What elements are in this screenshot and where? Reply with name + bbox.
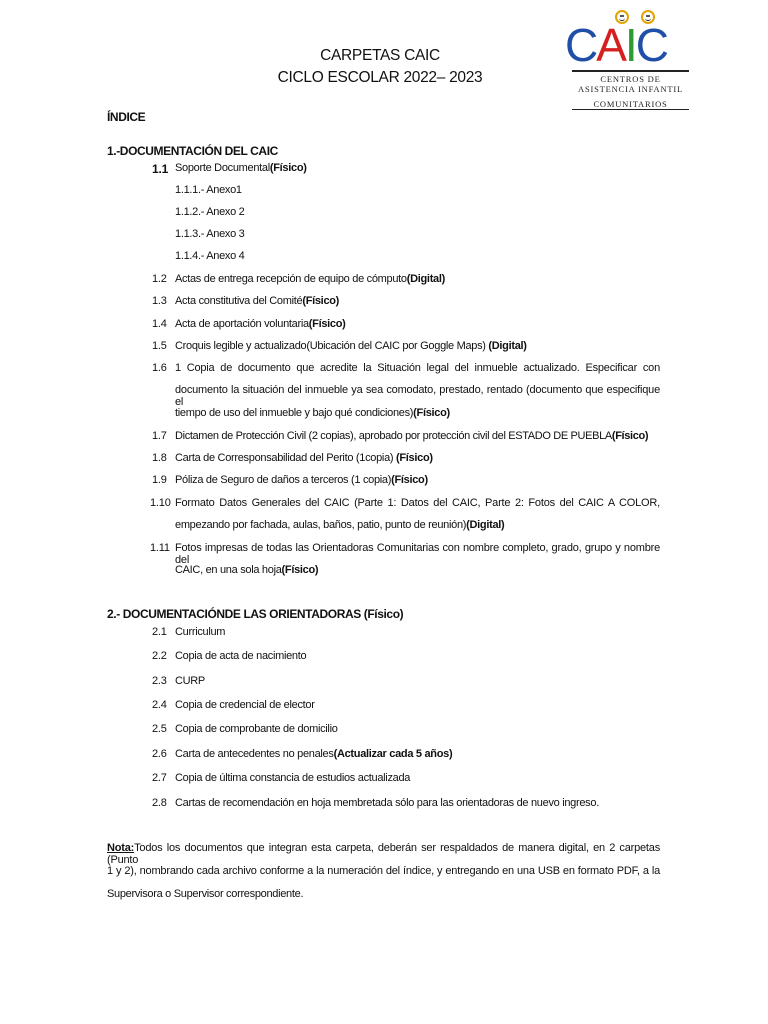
logo-letter-i: I xyxy=(624,19,636,71)
list-item: Carta de antecedentes no penales(Actualizar cada 5 años) xyxy=(175,748,453,760)
item-number: 1.10 xyxy=(150,497,171,509)
item-number: 1.11 xyxy=(150,542,170,554)
item-number: 1.8 xyxy=(152,452,167,464)
list-item: Dictamen de Protección Civil (2 copias), aprobado por protección civil del ESTADO DE PUEBLA(Físico) xyxy=(175,430,649,442)
logo-letter-c2: C xyxy=(635,19,667,71)
list-item-line: Fotos impresas de todas las Orientadoras Comunitarias con nombre completo, grado, grupo y nombre del xyxy=(175,542,660,566)
item-number: 1.5 xyxy=(152,340,167,352)
note-label: Nota: xyxy=(107,842,135,854)
list-item: Copia de credencial de elector xyxy=(175,699,315,711)
logo-subtitle-box xyxy=(572,70,689,110)
list-item-line: Formato Datos Generales del CAIC (Parte 1: Datos del CAIC, Parte 2: Fotos del CAIC A COLOR, xyxy=(175,497,660,509)
note-line: 1 y 2), nombrando cada archivo conforme a la numeración del índice, y entregando en una USB en formato PDF, a la xyxy=(107,865,660,877)
item-number: 2.1 xyxy=(152,626,167,638)
list-item: Curriculum xyxy=(175,626,226,638)
list-item: Acta de aportación voluntaria(Físico) xyxy=(175,318,346,330)
item-number: 1.9 xyxy=(152,474,167,486)
item-number: 1.4 xyxy=(152,318,167,330)
item-number: 2.6 xyxy=(152,748,167,760)
item-number: 2.4 xyxy=(152,699,167,711)
list-item: Copia de acta de nacimiento xyxy=(175,650,307,662)
caic-logo xyxy=(565,8,693,108)
item-number: 2.8 xyxy=(152,797,167,809)
item-number: 1.2 xyxy=(152,273,167,285)
list-item: Croquis legible y actualizado(Ubicación del CAIC por Goggle Maps) (Digital) xyxy=(175,340,527,352)
list-item: Cartas de recomendación en hoja membretada sólo para las orientadoras de nuevo ingreso. xyxy=(175,797,599,809)
index-heading: ÍNDICE xyxy=(107,110,146,124)
logo-letter-c: C xyxy=(565,19,597,71)
list-item-line: empezando por fachada, aulas, baños, patio, punto de reunión)(Digital) xyxy=(175,519,505,531)
list-item: Copia de última constancia de estudios actualizada xyxy=(175,772,411,784)
section2-heading: 2.- DOCUMENTACIÓNDE LAS ORIENTADORAS (Físico) xyxy=(107,607,404,621)
list-item: 1.1.3.- Anexo 3 xyxy=(175,228,245,240)
logo-letter-a: A xyxy=(596,19,625,71)
list-item: CURP xyxy=(175,675,205,687)
note-line: Nota:Todos los documentos que integran esta carpeta, deberán ser respaldados de manera digital, en 2 carpetas (Punto xyxy=(107,842,660,866)
list-item: Soporte Documental(Físico) xyxy=(175,162,307,174)
logo-letters xyxy=(565,19,667,71)
item-number: 2.5 xyxy=(152,723,167,735)
document-title: CARPETAS CAIC xyxy=(320,47,440,64)
section1-heading: 1.-DOCUMENTACIÓN DEL CAIC xyxy=(107,144,278,158)
logo-subtitle-line: COMUNITARIOS xyxy=(572,99,689,110)
list-item-line: documento la situación del inmueble ya sea comodato, prestado, rentado (documento que especifique el xyxy=(175,384,660,408)
document-subtitle: CICLO ESCOLAR 2022– 2023 xyxy=(277,69,483,86)
list-item: Actas de entrega recepción de equipo de cómputo(Digital) xyxy=(175,273,445,285)
item-number: 1.6 xyxy=(152,362,167,374)
list-item-line: CAIC, en una sola hoja(Físico) xyxy=(175,564,319,576)
list-item: Copia de comprobante de domicilio xyxy=(175,723,338,735)
item-number: 2.7 xyxy=(152,772,167,784)
item-number: 1.1 xyxy=(152,162,169,176)
list-item-line: tiempo de uso del inmueble y bajo qué condiciones)(Físico) xyxy=(175,407,450,419)
list-item: Póliza de Seguro de daños a terceros (1 copia)(Físico) xyxy=(175,474,428,486)
list-item: 1.1.4.- Anexo 4 xyxy=(175,250,245,262)
list-item-line: 1 Copia de documento que acredite la Situación legal del inmueble actualizado. Especificar con xyxy=(175,362,660,374)
list-item: Acta constitutiva del Comité(Físico) xyxy=(175,295,340,307)
item-number: 2.3 xyxy=(152,675,167,687)
list-item: 1.1.2.- Anexo 2 xyxy=(175,206,245,218)
item-number: 1.3 xyxy=(152,295,167,307)
note-line: Supervisora o Supervisor correspondiente. xyxy=(107,888,304,900)
item-number: 2.2 xyxy=(152,650,167,662)
list-item: 1.1.1.- Anexo1 xyxy=(175,184,242,196)
logo-subtitle-line: CENTROS DE xyxy=(600,74,661,84)
logo-subtitle-line: ASISTENCIA INFANTIL xyxy=(578,84,683,94)
item-number: 1.7 xyxy=(152,430,167,442)
list-item: Carta de Corresponsabilidad del Perito (1copia) (Físico) xyxy=(175,452,433,464)
